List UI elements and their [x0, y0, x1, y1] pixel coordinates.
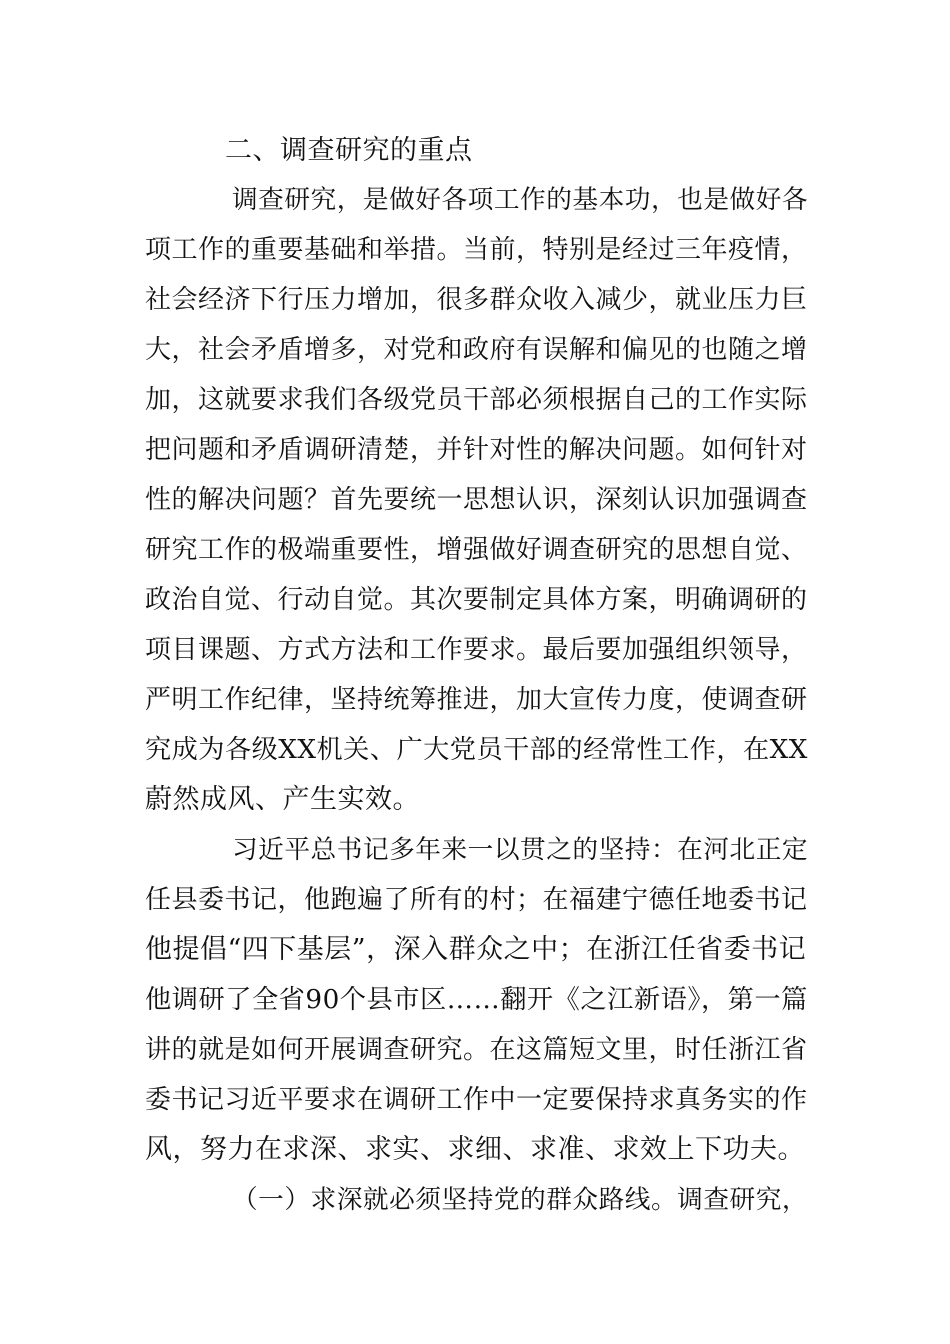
paragraph-1-line-6: 把问题和矛盾调研清楚，并针对性的解决问题。如何针对 — [145, 435, 808, 465]
section-heading: 二、调查研究的重点 — [225, 135, 473, 166]
paragraph-1-line-8: 研究工作的极端重要性，增强做好调查研究的思想自觉、 — [145, 535, 808, 565]
paragraph-2-line-6: 委书记习近平要求在调研工作中一定要保持求真务实的作 — [145, 1085, 808, 1115]
paragraph-1-line-7: 性的解决问题？首先要统一思想认识，深刻认识加强调查 — [145, 485, 808, 515]
paragraph-3-line-1: （一）求深就必须坚持党的群众路线。调查研究， — [232, 1185, 809, 1215]
paragraph-1-line-10: 项目课题、方式方法和工作要求。最后要加强组织领导， — [145, 635, 808, 665]
paragraph-1-line-4: 大，社会矛盾增多，对党和政府有误解和偏见的也随之增 — [145, 335, 808, 365]
paragraph-2-line-4: 他调研了全省90个县市区……翻开《之江新语》，第一篇 — [145, 985, 808, 1015]
paragraph-1-line-1: 调查研究，是做好各项工作的基本功，也是做好各 — [232, 185, 809, 215]
paragraph-1-line-9: 政治自觉、行动自觉。其次要制定具体方案，明确调研的 — [145, 585, 808, 615]
paragraph-1-line-3: 社会经济下行压力增加，很多群众收入减少，就业压力巨 — [145, 285, 808, 315]
paragraph-2-line-3: 他提倡“四下基层”，深入群众之中；在浙江任省委书记 — [145, 934, 807, 965]
paragraph-2-line-7: 风，努力在求深、求实、求细、求准、求效上下功夫。 — [145, 1134, 805, 1165]
paragraph-1-line-2: 项工作的重要基础和举措。当前，特别是经过三年疫情， — [145, 235, 808, 265]
paragraph-1-line-12: 究成为各级XX机关、广大党员干部的经常性工作，在XX — [145, 735, 808, 765]
paragraph-1-line-13: 蔚然成风、产生实效。 — [145, 784, 420, 815]
paragraph-2-line-1: 习近平总书记多年来一以贯之的坚持：在河北正定 — [232, 835, 809, 865]
paragraph-1-line-11: 严明工作纪律，坚持统筹推进，加大宣传力度，使调查研 — [145, 685, 808, 715]
paragraph-2-line-2: 任县委书记，他跑遍了所有的村；在福建宁德任地委书记 — [145, 885, 808, 915]
paragraph-1-line-5: 加，这就要求我们各级党员干部必须根据自己的工作实际 — [145, 385, 808, 415]
paragraph-2-line-5: 讲的就是如何开展调查研究。在这篇短文里，时任浙江省 — [145, 1035, 808, 1065]
